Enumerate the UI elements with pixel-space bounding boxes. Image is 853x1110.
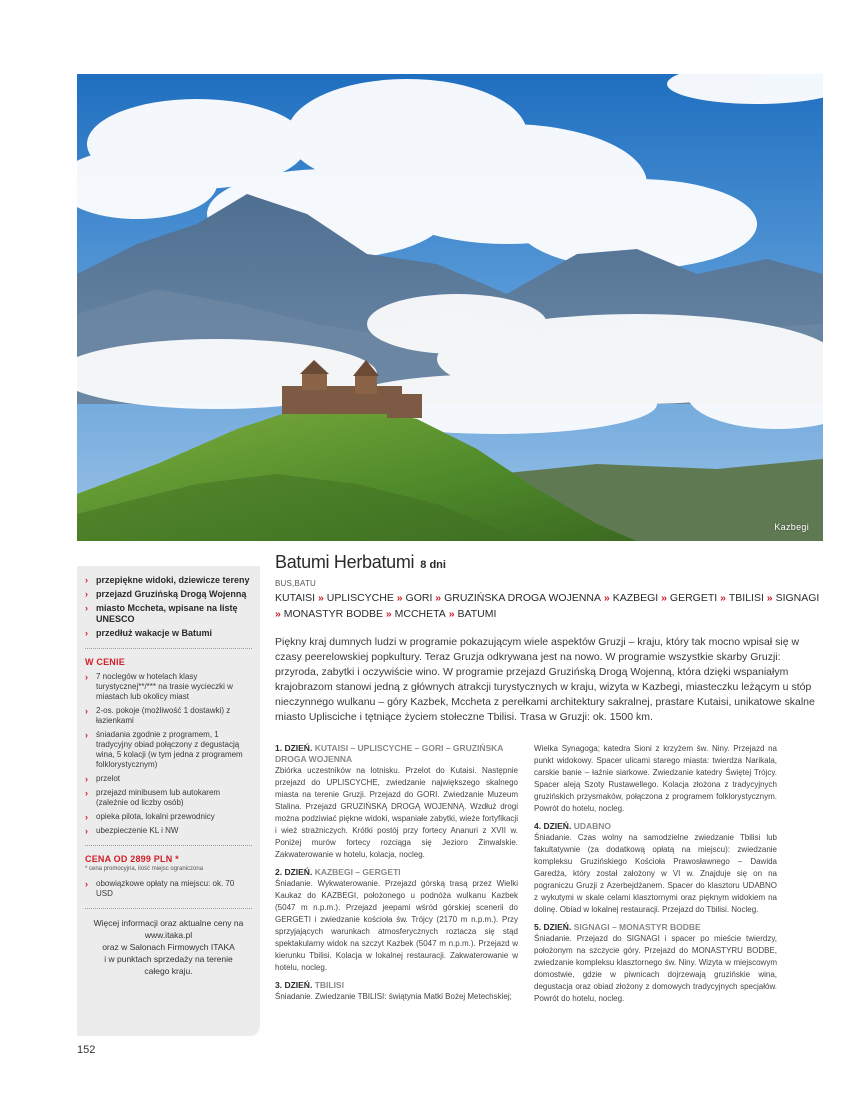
route-separator: » bbox=[393, 592, 406, 604]
day-heading bbox=[275, 867, 518, 878]
chevron-right-icon: › bbox=[85, 730, 88, 740]
included-item: › przejazd minibusem lub autokarem (zależnie od liczby osób) bbox=[85, 788, 221, 807]
website-link[interactable]: www.itaka.pl bbox=[144, 930, 193, 940]
route-stop: GRUZIŃSKA DROGA WOJENNA bbox=[444, 592, 602, 604]
day-heading bbox=[275, 980, 518, 991]
divider bbox=[85, 908, 252, 909]
included-heading: W CENIE bbox=[85, 657, 125, 667]
chevron-right-icon: › bbox=[85, 879, 88, 889]
included-item: › 2-os. pokoje (możliwość 1 dostawki) z łazienkami bbox=[85, 706, 231, 725]
day-description: Śniadanie. Przejazd do SIGNAGI i spacer po mieście twierdzy, położonym na szczycie góry. Przejazd do MONASTYRU BODBE, zwiedzanie kompleksu klasztornego św. Niny. Wizyta w miejscowym domostwie, gdzie w piwnicach dojrzewają gruzińskie wina, degustacja oraz obiad złożony z domowych tradycyjnych specjałów. Powrót do hotelu, nocleg. bbox=[534, 934, 777, 1003]
route-separator: » bbox=[445, 608, 458, 620]
chevron-right-icon: › bbox=[85, 603, 88, 613]
route-stop: MONASTYR BODBE bbox=[283, 608, 383, 620]
day-route: SIGNAGI – MONASTYR BODBE bbox=[573, 922, 701, 932]
route-stop: SIGNAGI bbox=[775, 592, 820, 604]
day-route: KUTAISI – UPLISCYCHE – GORI – GRUZIŃSKA DROGA WOJENNA bbox=[275, 743, 504, 764]
day-number: 3. DZIEŃ. bbox=[275, 980, 315, 990]
highlight-item: › miasto Mccheta, wpisane na listę UNESCO bbox=[85, 603, 238, 624]
transport-info: BUS,BATU bbox=[275, 579, 317, 588]
chevron-right-icon: › bbox=[85, 706, 88, 716]
route-stop: KAZBEGI bbox=[612, 592, 659, 604]
chevron-right-icon: › bbox=[85, 575, 88, 585]
trip-duration: 8 dni bbox=[420, 559, 446, 571]
price-label: CENA OD 2899 PLN * bbox=[85, 854, 179, 864]
included-list bbox=[85, 672, 252, 836]
page-number: 152 bbox=[77, 1044, 96, 1056]
route-stop: TBILISI bbox=[728, 592, 764, 604]
highlight-item: › przedłuż wakacje w Batumi bbox=[85, 628, 213, 638]
day-route: KAZBEGI – GERGETI bbox=[314, 867, 401, 877]
route-stop: GORI bbox=[405, 592, 433, 604]
hero-photo bbox=[77, 74, 823, 541]
route-stop: BATUMI bbox=[457, 608, 497, 620]
chevron-right-icon: › bbox=[85, 812, 88, 822]
highlight-item: › przejazd Gruzińską Drogą Wojenną bbox=[85, 589, 247, 599]
highlight-item: › przepiękne widoki, dziewicze tereny bbox=[85, 575, 250, 585]
chevron-right-icon: › bbox=[85, 774, 88, 784]
day-heading bbox=[534, 821, 777, 832]
trip-main bbox=[275, 552, 823, 725]
photo-caption: Kazbegi bbox=[774, 522, 809, 532]
chevron-right-icon: › bbox=[85, 788, 88, 798]
day-description: Zbiórka uczestników na lotnisku. Przelot do Kutaisi. Następnie przejazd do UPLISCYCHE, zwiedzanie największego skalnego miasta na terenie Gruzji. Przejazd do GORI. Zwiedzanie Muzeum Stalina. Przejazd GRUZIŃSKĄ DROGĄ WOJENNĄ. Wzdłuż drogi można podziwiać piękne widoki, wspaniałe zabytki, wieże fortyfikacji i wież strażniczych. Krótki postój przy fortecy Ananuri z XVII w. Poniżej murów fortecy rozciąga się Jezioro Żinwalskie. Zakwaterowanie w hotelu, kolacja, nocleg. bbox=[275, 766, 518, 859]
divider bbox=[85, 845, 252, 846]
info-block: Więcej informacji oraz aktualne ceny na www.itaka.pl oraz w Salonach Firmowych ITAKA i w punktach sprzedaży na terenie całego kraju. bbox=[85, 917, 252, 977]
included-item: › śniadania zgodnie z programem, 1 tradycyjny obiad połączony z degustacją wina, 5 kolacji (w tym jedna z programem folklorystycznym) bbox=[85, 730, 243, 769]
route-separator: » bbox=[658, 592, 670, 604]
day-number: 5. DZIEŃ. bbox=[534, 922, 574, 932]
included-item: › opieka pilota, lokalni przewodnicy bbox=[85, 812, 215, 822]
day-route: UDABNO bbox=[573, 821, 611, 831]
intro-text: Piękny kraj dumnych ludzi w programie pokazującym wiele aspektów Gruzji – kraju, który tak mocno wpisał się w czasy peerelowskiej popkultury. Teraz Gruzja odkrywana jest na nowo. W programie wszystkie skarby Gruzji: przyroda, zabytki i oczywiście wino. W programie przejazd Gruzińską Drogą Wojenną, która dzięki wspaniałym krajobrazom stanowi jedną z głównych atrakcji turystycznych w kraju, wizyta w Kazbegi, miasteczku leżącym u stóp nieczynnego wulkanu – góry Kazbek, Mccheta z perełkami architektury sakralnej, prastare Kutaisi, unikatowe skalne miasto Uplisciche i tętniące życiem stołeczne Tbilisi. Trasa w Gruzji: ok. 1500 km. bbox=[275, 636, 815, 723]
route-separator: » bbox=[717, 592, 729, 604]
program-column-right bbox=[534, 743, 777, 1005]
route-stop: UPLISCYCHE bbox=[326, 592, 394, 604]
route-stop: MCCHETA bbox=[394, 608, 446, 620]
chevron-right-icon: › bbox=[85, 672, 88, 682]
included-item: › ubezpieczenie KL i NW bbox=[85, 826, 179, 836]
chevron-right-icon: › bbox=[85, 628, 88, 638]
landscape-illustration bbox=[77, 74, 823, 541]
program-column-left bbox=[275, 743, 518, 1005]
route-separator: » bbox=[601, 592, 613, 604]
day-description: Śniadanie. Czas wolny na samodzielne zwiedzanie Tbilisi lub fakultatywnie (za dodatkową opłatą na miejscu): zwiedzanie kompleksu Gruzińskiego Kościoła Prawosławnego – Dawida Garedża, który został założony w VI w. Znajduje się on na pograniczu Gruzji z Azerbejdżanem. Spacer do klasztoru UDABNO z wykutymi w skale celami klasztornymi oraz pięknym widokiem na dolinę. Obiad w lokalnej restauracji. Przejazd do Tbilisi. Nocleg. bbox=[534, 833, 777, 914]
included-item: › przelot bbox=[85, 774, 121, 784]
divider bbox=[85, 648, 252, 649]
day-heading bbox=[275, 743, 518, 765]
included-item: › 7 noclegów w hotelach klasy turystycznej**/*** na trasie wycieczki w miastach lub okolicy miast bbox=[85, 672, 233, 701]
trip-summary-sidebar bbox=[77, 566, 260, 1036]
day-description: Śniadanie. Wykwaterowanie. Przejazd górską trasą przez Wielki Kaukaz do KAZBEGI, położonego u podnóża wulkanu Kazbek (5047 m n.p.m.). Przejazd jeepami wśród górskiej scenerii do GERGETI i zwiedzanie kościoła św. Trójcy (2170 m n.p.m.). Przy sprzyjających warunkach atmosferycznych roztacza się stąd spektakularny widok na szczyt Kazbek (5047 m n.p.m.). Przejazd w kierunku Tbilisi. Kolacja w lokalnej restauracji. Zakwaterowanie w hotelu, nocleg. bbox=[275, 879, 518, 972]
day-route: TBILISI bbox=[314, 980, 344, 990]
route-separator: » bbox=[432, 592, 445, 604]
day-number: 4. DZIEŃ. bbox=[534, 821, 574, 831]
day-description: Śniadanie. Zwiedzanie TBILISI: świątynia Matki Bożej Metechskiej; bbox=[275, 992, 512, 1001]
route-stop: KUTAISI bbox=[275, 592, 316, 604]
day-heading bbox=[534, 922, 777, 933]
route-separator: » bbox=[763, 592, 776, 604]
trip-title: Batumi Herbatumi bbox=[275, 552, 415, 572]
highlights-list bbox=[85, 575, 252, 639]
route-stop: GERGETI bbox=[669, 592, 718, 604]
route-separator: » bbox=[315, 592, 327, 604]
day-number: 2. DZIEŃ. bbox=[275, 867, 315, 877]
title-row bbox=[275, 552, 823, 573]
extra-fee: › obowiązkowe opłaty na miejscu: ok. 70 USD bbox=[85, 879, 235, 898]
route-separator: » bbox=[275, 608, 284, 620]
price-note: * cena promocyjna, ilość miejsc ograniczona bbox=[85, 866, 204, 872]
chevron-right-icon: › bbox=[85, 589, 88, 599]
route-separator: » bbox=[382, 608, 395, 620]
chevron-right-icon: › bbox=[85, 826, 88, 836]
program-columns bbox=[275, 743, 777, 1005]
day-number: 1. DZIEŃ. bbox=[275, 743, 315, 753]
route-list bbox=[275, 590, 823, 622]
day-description: Wielka Synagoga; katedra Sioni z krzyżem św. Niny. Przejazd na punkt widokowy. Spacer ulicami starego miasta: twierdza Narikala, carskie banie – łaźnie siarkowe. Zwiedzanie katedry Świętej Trójcy. Spacer aleją Szoty Rustawellego. Kolacja złożona z tradycyjnych gruzińskich przysmaków, połączona z programem folklorystycznym. Powrót do hotelu, nocleg. bbox=[534, 744, 777, 813]
